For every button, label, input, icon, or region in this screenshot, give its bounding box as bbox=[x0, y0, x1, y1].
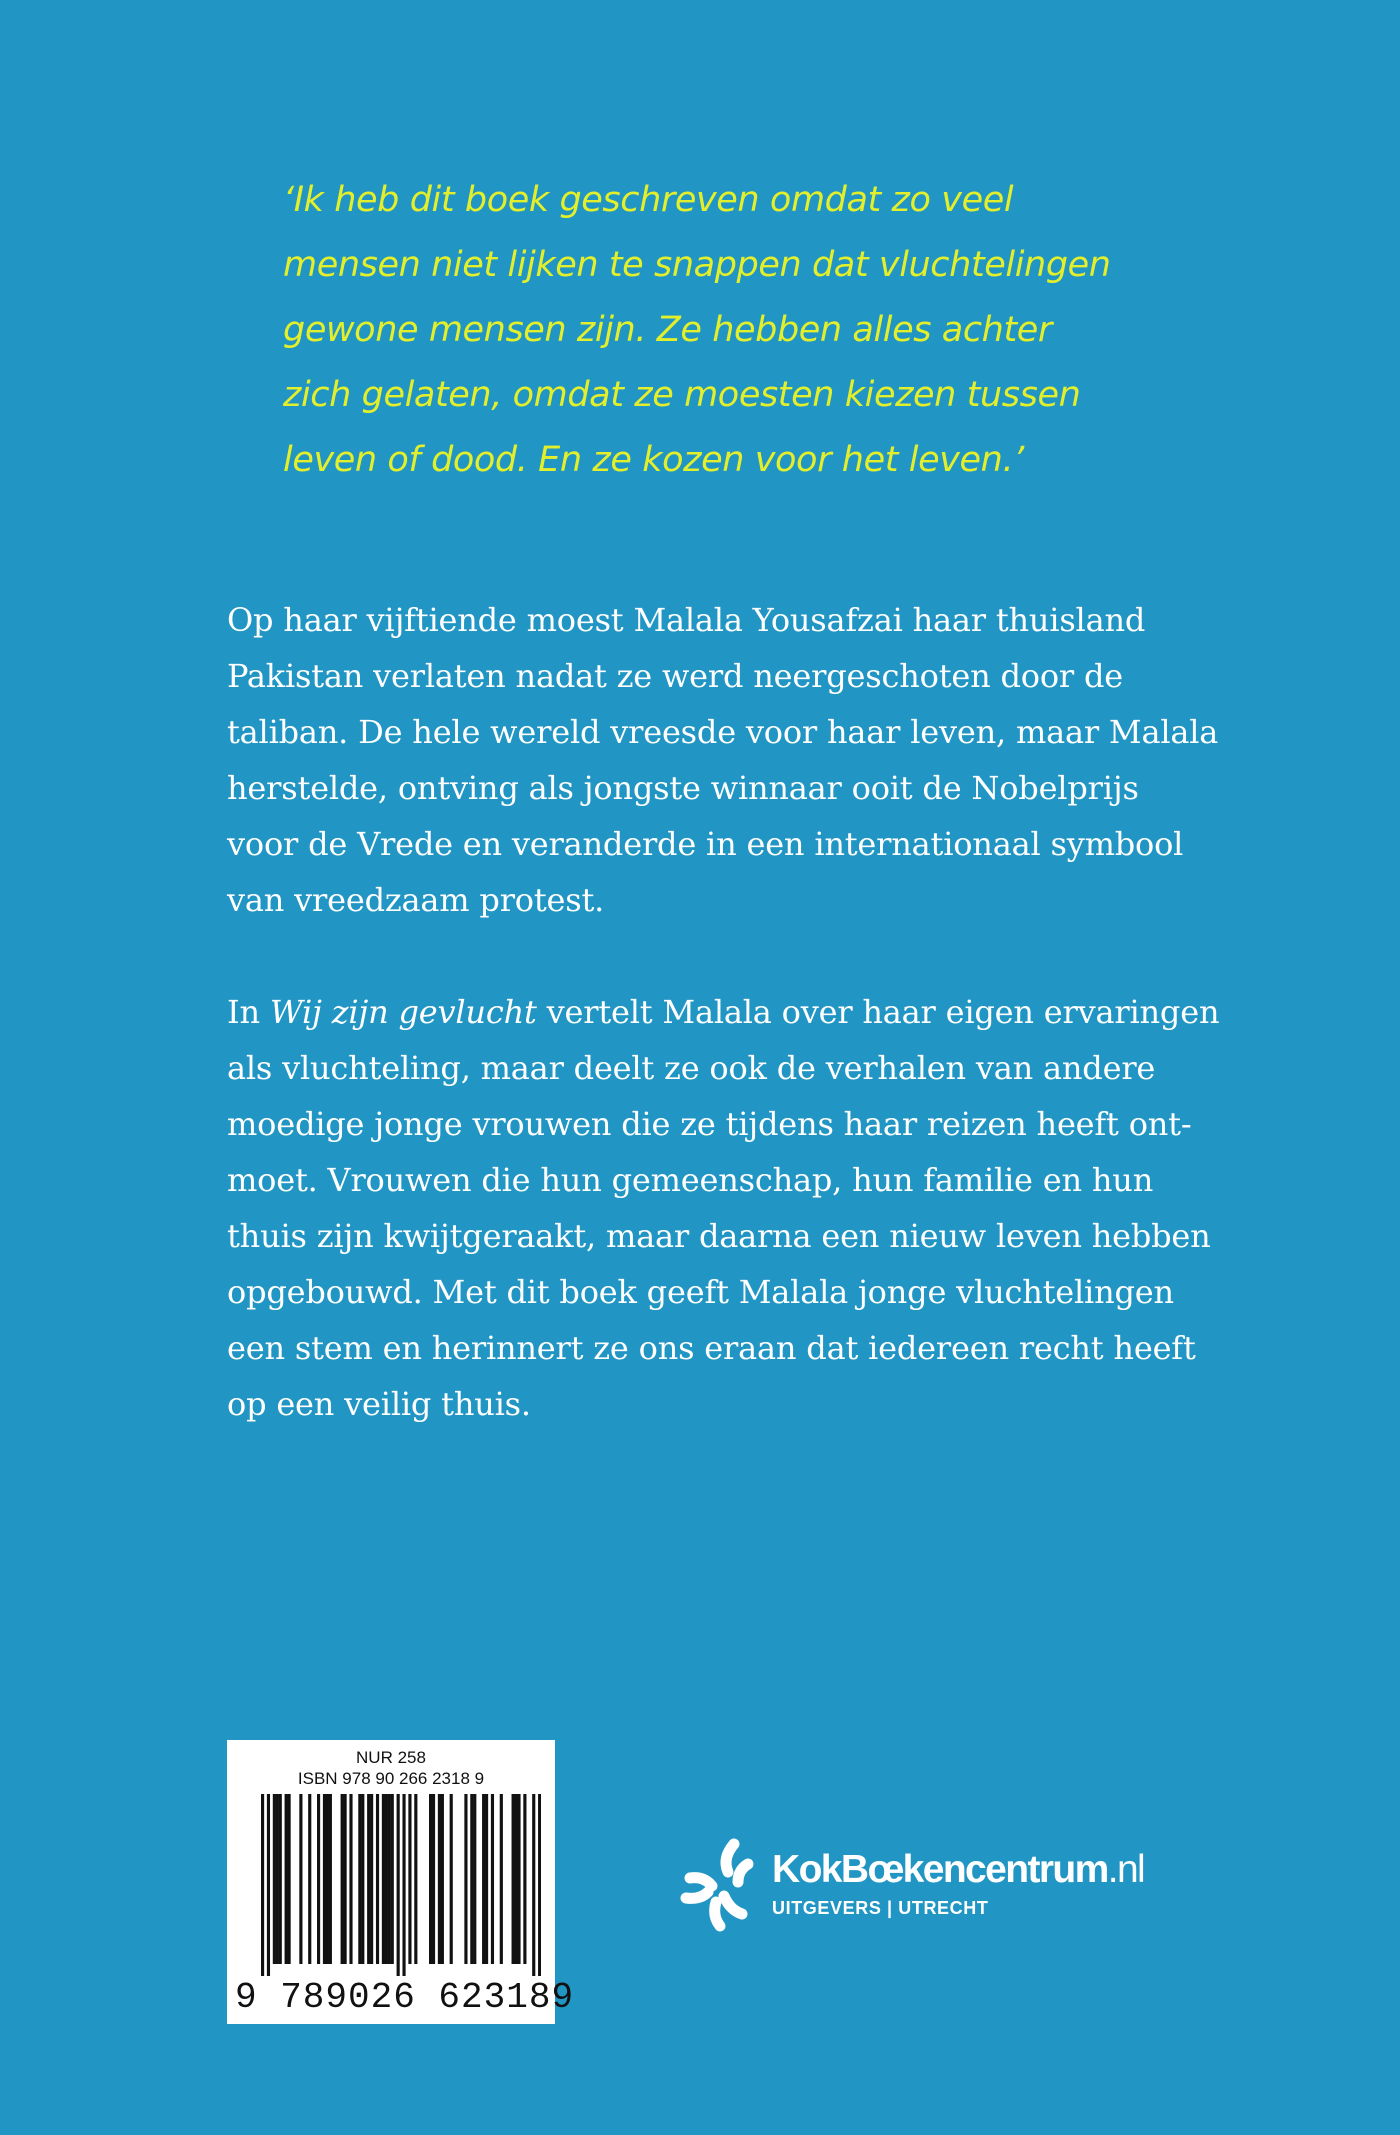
pull-quote bbox=[283, 168, 1283, 493]
barcode-bars bbox=[261, 1794, 541, 1976]
barcode-bar bbox=[391, 1794, 394, 1964]
barcode-bar bbox=[491, 1794, 494, 1964]
barcode-bar bbox=[441, 1794, 444, 1964]
barcode-bar bbox=[429, 1794, 432, 1964]
barcode-bar bbox=[473, 1794, 476, 1964]
barcode-bar bbox=[482, 1794, 485, 1964]
barcode-bar bbox=[376, 1794, 379, 1964]
publisher-name-main: KokBœkencentrum bbox=[772, 1848, 1108, 1891]
barcode-bar bbox=[288, 1794, 291, 1964]
blurb-paragraph-1 bbox=[227, 592, 1227, 928]
barcode-bar bbox=[267, 1794, 270, 1976]
quote-line: ‘Ik heb dit boek geschreven omdat zo veel bbox=[283, 180, 1014, 220]
x-star-logo-icon bbox=[676, 1830, 766, 1940]
blurb-line: taliban. De hele wereld vreesde voor haar leven, maar Malala bbox=[227, 713, 1219, 751]
blurb-line: herstelde, ontving als jongste winnaar ooit de Nobelprijs bbox=[227, 769, 1139, 807]
barcode-bar bbox=[299, 1794, 302, 1964]
blurb-line: Op haar vijftiende moest Malala Yousafzai haar thuisland bbox=[227, 601, 1146, 639]
quote-line: mensen niet lijken te snappen dat vluchtelingen bbox=[283, 245, 1111, 285]
barcode-bar bbox=[414, 1794, 417, 1964]
barcode-digits: 9 789026 623189 bbox=[235, 1977, 575, 2018]
publisher-name bbox=[772, 1848, 1144, 1892]
barcode-bar bbox=[464, 1794, 467, 1964]
blurb-line: van vreedzaam protest. bbox=[227, 881, 605, 919]
publisher-tagline: UITGEVERS | UTRECHT bbox=[772, 1898, 989, 1918]
barcode-bar bbox=[450, 1794, 453, 1964]
barcode-bar bbox=[285, 1794, 288, 1964]
barcode-bar bbox=[500, 1794, 503, 1964]
barcode-bar bbox=[485, 1794, 488, 1964]
barcode-bar bbox=[470, 1794, 473, 1964]
barcode-bar bbox=[385, 1794, 388, 1964]
blurb-intro: In bbox=[227, 993, 260, 1031]
publisher-name-tld: .nl bbox=[1107, 1848, 1145, 1891]
barcode-bar bbox=[408, 1794, 411, 1964]
barcode-bar bbox=[323, 1794, 326, 1964]
barcode-bar bbox=[341, 1794, 344, 1964]
barcode-bar bbox=[361, 1794, 364, 1964]
barcode-bar bbox=[317, 1794, 320, 1964]
book-title: Wij zijn gevlucht bbox=[269, 993, 537, 1031]
barcode-bar bbox=[538, 1794, 541, 1976]
blurb-line: thuis zijn kwijtgeraakt, maar daarna een nieuw leven hebben bbox=[227, 1217, 1211, 1255]
barcode-bar bbox=[388, 1794, 391, 1964]
blurb-line: moedige jonge vrouwen die ze tijdens haar reizen heeft ont- bbox=[227, 1105, 1192, 1143]
quote-line: leven of dood. En ze kozen voor het leven.’ bbox=[283, 440, 1024, 480]
nur-code: NUR 258 bbox=[356, 1748, 426, 1767]
publisher-logo bbox=[676, 1830, 1196, 1940]
blurb-line: voor de Vrede en veranderde in een internationaal symbool bbox=[227, 825, 1184, 863]
blurb-line: een stem en herinnert ze ons eraan dat iedereen recht heeft bbox=[227, 1329, 1196, 1367]
barcode-bar bbox=[517, 1794, 520, 1964]
barcode-bar bbox=[358, 1794, 361, 1964]
barcode-bar bbox=[397, 1794, 400, 1976]
barcode-bar bbox=[432, 1794, 435, 1964]
quote-line: gewone mensen zijn. Ze hebben alles achter bbox=[283, 310, 1052, 350]
barcode-bar bbox=[514, 1794, 517, 1964]
barcode-bar bbox=[329, 1794, 332, 1964]
barcode-bar bbox=[276, 1794, 279, 1964]
barcode-bar bbox=[402, 1794, 405, 1976]
barcode-bar bbox=[523, 1794, 526, 1964]
barcode-bar bbox=[382, 1794, 385, 1964]
quote-line: zich gelaten, omdat ze moesten kiezen tussen bbox=[283, 375, 1081, 415]
barcode-bar bbox=[349, 1794, 352, 1964]
barcode-bar bbox=[273, 1794, 276, 1964]
barcode-bar bbox=[370, 1794, 373, 1964]
isbn-number: ISBN 978 90 266 2318 9 bbox=[297, 1769, 485, 1788]
barcode-bar bbox=[326, 1794, 329, 1964]
blurb-line bbox=[227, 984, 1227, 1040]
blurb-line: moet. Vrouwen die hun gemeenschap, hun familie en hun bbox=[227, 1161, 1154, 1199]
blurb-line: opgebouwd. Met dit boek geeft Malala jonge vluchtelingen bbox=[227, 1273, 1174, 1311]
barcode-bar bbox=[438, 1794, 441, 1964]
blurb-line: als vluchteling, maar deelt ze ook de verhalen van andere bbox=[227, 1049, 1156, 1087]
barcode-bar bbox=[367, 1794, 370, 1964]
barcode-bar bbox=[279, 1794, 282, 1964]
barcode-bar bbox=[512, 1794, 515, 1964]
isbn-barcode bbox=[227, 1740, 575, 2024]
blurb-paragraph-2 bbox=[227, 984, 1227, 1432]
blurb-first-line-rest: vertelt Malala over haar eigen ervaringen bbox=[546, 993, 1220, 1031]
barcode-bar bbox=[532, 1794, 535, 1976]
barcode-bar bbox=[261, 1794, 264, 1976]
blurb-line: op een veilig thuis. bbox=[227, 1385, 531, 1423]
barcode-bar bbox=[308, 1794, 311, 1964]
barcode-bar bbox=[344, 1794, 347, 1964]
blurb-line: Pakistan verlaten nadat ze werd neergeschoten door de bbox=[227, 657, 1123, 695]
